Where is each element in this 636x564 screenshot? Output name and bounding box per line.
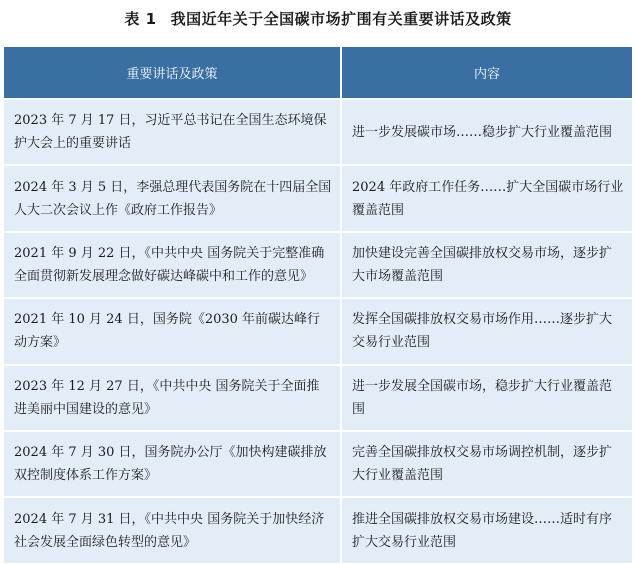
table-number: 表 1 [124,10,157,28]
content-cell [342,366,632,430]
policy-cell [4,100,342,164]
table-row [4,164,632,230]
table-row [4,231,632,297]
content-cell [342,166,632,230]
table-row [4,364,632,430]
policy-cell [4,299,342,363]
table-title: 我国近年关于全国碳市场扩围有关重要讲话及政策 [170,10,512,28]
header-policy: 重要讲话及政策 [4,47,342,98]
content-cell [342,498,632,562]
content-text: 推进全国碳排放权交易市场建设……适时有序扩大交易行业范围 [352,511,613,550]
content-cell [342,233,632,297]
table-caption [0,8,636,29]
content-text: 加快建设完善全国碳排放权交易市场，逐步扩大市场覆盖范围 [352,245,613,284]
policy-cell [4,432,342,496]
policy-text: 2024 年 7 月 30 日，国务院办公厅《加快构建碳排放双控制度体系工作方案》 [14,445,327,484]
table-body [4,98,632,563]
table-row [4,297,632,363]
table-header-row [4,47,632,98]
policy-cell [4,498,342,562]
content-text: 完善全国碳排放权交易市场调控机制，逐步扩大行业覆盖范围 [352,445,613,484]
content-cell [342,432,632,496]
policy-text: 2024 年 3 月 5 日，李强总理代表国务院在十四届全国人大二次会议上作《政府工作报告》 [14,179,332,218]
content-text: 发挥全国碳排放权交易市场作用……逐步扩大交易行业范围 [352,312,613,351]
header-content: 内容 [473,67,500,82]
policy-table [4,47,632,563]
policy-text: 2023 年 12 月 27 日，《中共中央 国务院关于全面推进美丽中国建设的意见》 [14,378,320,417]
policy-cell [4,166,342,230]
policy-cell [4,366,342,430]
table-row [4,98,632,164]
policy-text: 2023 年 7 月 17 日，习近平总书记在全国生态环境保护大会上的重要讲话 [14,113,327,152]
policy-cell [4,233,342,297]
policy-text: 2024 年 7 月 31 日，《中共中央 国务院关于加快经济社会发展全面绿色转型的意见》 [14,511,325,550]
content-text: 进一步发展碳市场……稳步扩大行业覆盖范围 [352,124,613,140]
table-row [4,430,632,496]
content-text: 2024 年政府工作任务……扩大全国碳市场行业覆盖范围 [352,179,624,218]
content-cell [342,299,632,363]
content-text: 进一步发展全国碳市场，稳步扩大行业覆盖范围 [352,378,613,417]
policy-text: 2021 年 10 月 24 日，国务院《2030 年前碳达峰行动方案》 [14,312,321,351]
table-row [4,496,632,562]
content-cell [342,100,632,164]
policy-text: 2021 年 9 月 22 日，《中共中央 国务院关于完整准确全面贯彻新发展理念做好碳达峰碳中和工作的意见》 [14,245,325,284]
